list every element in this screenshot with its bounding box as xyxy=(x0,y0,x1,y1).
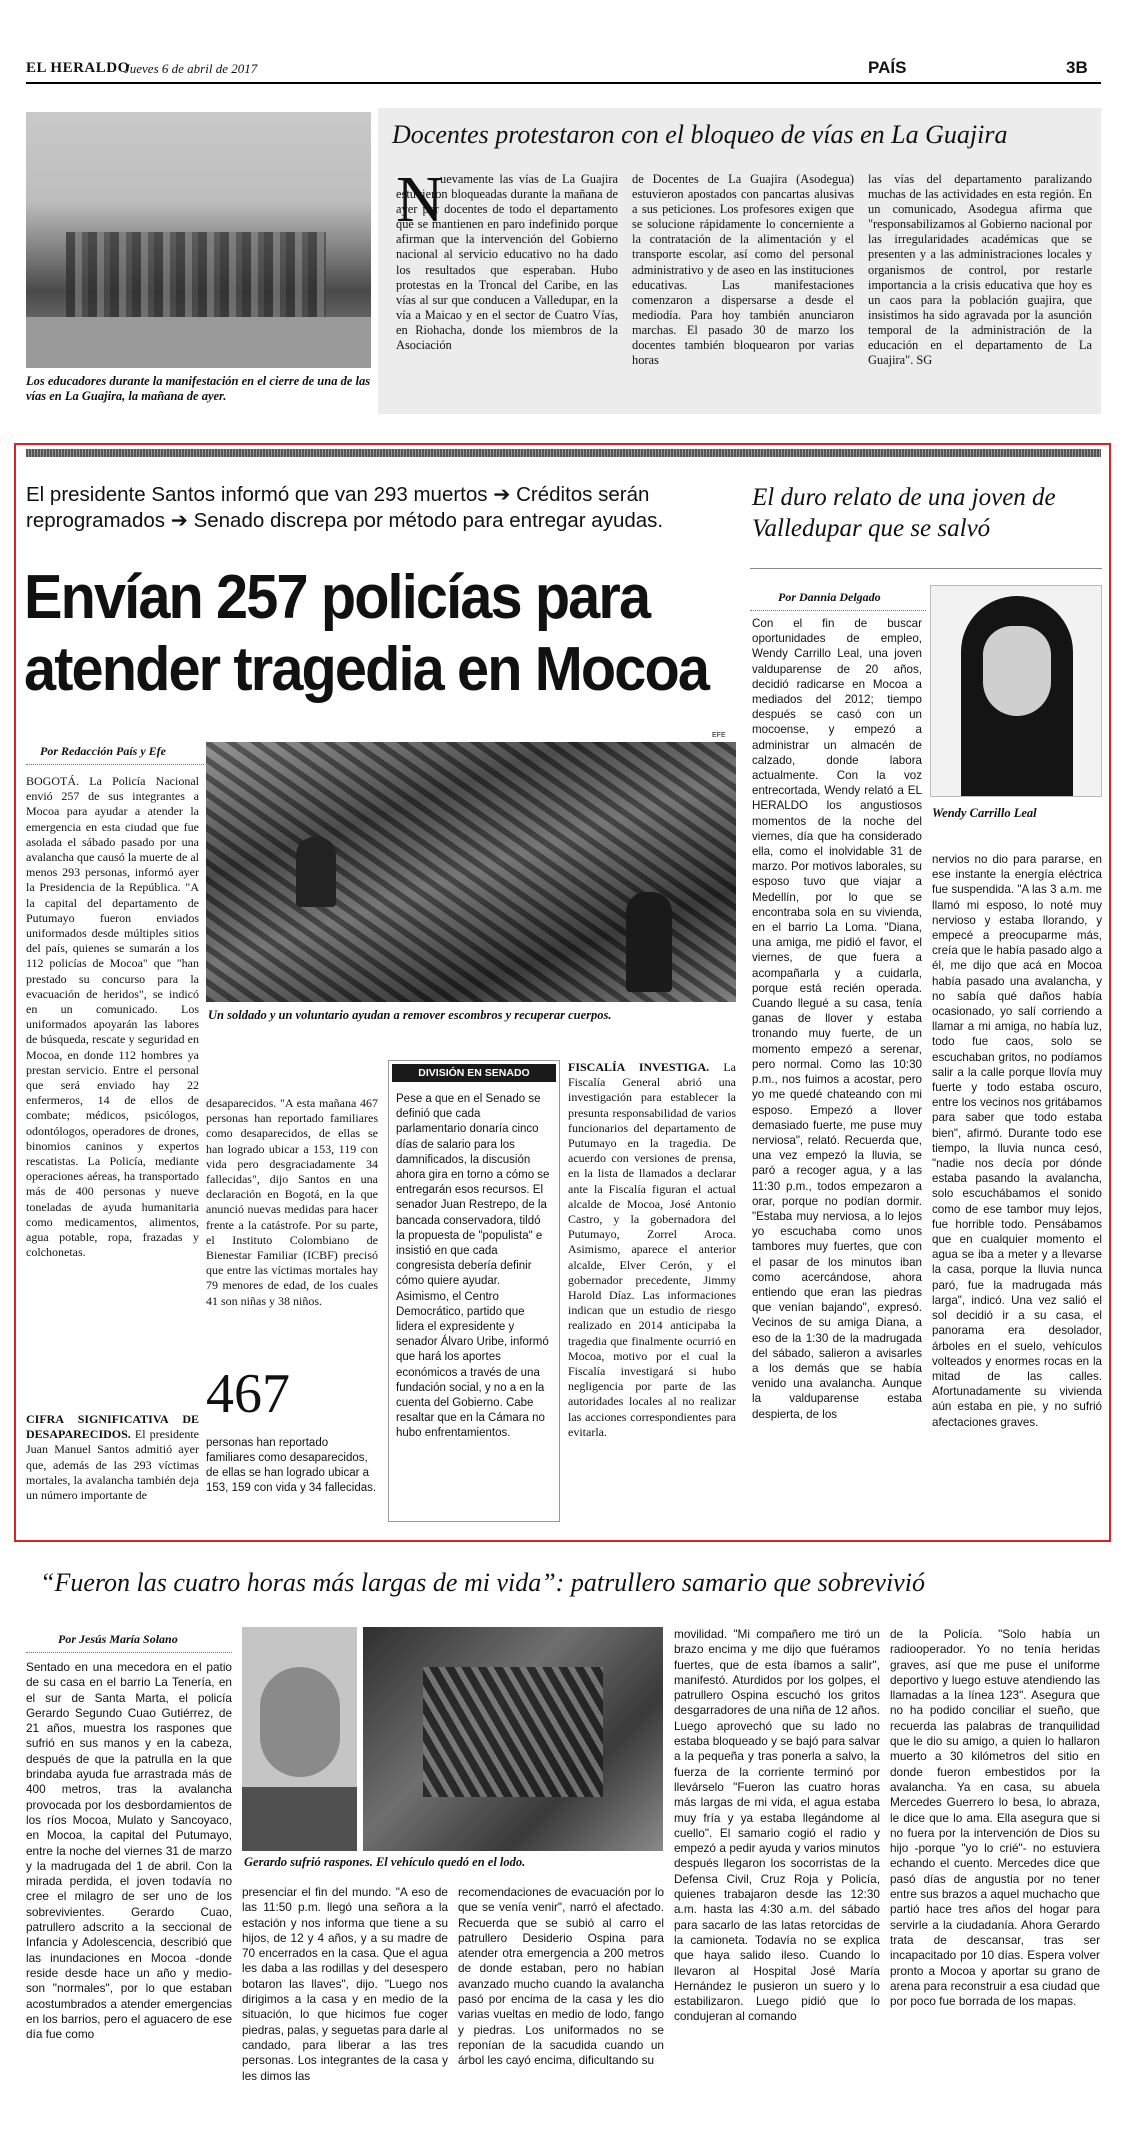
side-story-col2: nervios no dio para pararse, en ese instante la energía eléctrica fue suspendida. "A las 3 a.m. me llamó mi esposo, lo noté muy nervioso y estaba llorando, y empecé a preocuparme más, creía que le había pasado algo a él, me dijo que acá en Mocoa había pasado una avalancha, y no sabía qué daños había ocasionado, yo salí corriendo a llamar a mi amiga, no había luz, todo fue caos, solo se escuchaban gritos, no podíamos salir a la calle porque llovía muy fuerte y todo estaba oscuro, entre los vecinos nos gritábamos para saber que todo estaba bien", afirmó. Durante todo ese tiempo, la lluvia nunca cesó, "nadie nos decía por dónde estaba pasando la avalancha, solo escuchábamos el sonido como de ese tambor muy lejos, fue horrible todo. Pensábamos que en cualquier momento el agua se iba a meter y a llevarse la casa, porque la lluvia nunca paró, fue la madrugada más larga", indicó. Una vez salió el sol decidió ir a su casa, el panorama era desolador, árboles en el suelo, vehículos volteados y enormes rocas en la mitad de las calles. Afortunadamente su vivienda aún estaba en pie, y no sufrió afectaciones graves. xyxy=(932,853,1102,1429)
header-rule xyxy=(26,82,1101,84)
bottom-story-byline: Por Jesús María Solano xyxy=(58,1632,178,1646)
bottom-story-col2: presenciar el fin del mundo. "A eso de las 11:50 p.m. llegó una señora a la estación y nos informa que tiene a su hijos, de 12 y 4 años, y a su madre de 70 encerrados en la casa. Que el agua les daba a las rodillas y del desespero botaron las llaves", dijo. "Luego nos dirigimos a la casa y en medio de la situación, lo que hicimos fue coger piedras, palas, y seguetas para darle al candado, para liberar a las tres personas. Los integrantes de la casa y les dimos las xyxy=(242,1885,448,2083)
section-name: PAÍS xyxy=(868,58,907,77)
senado-box-title: DIVISIÓN EN SENADO xyxy=(392,1064,556,1082)
page-number: 3B xyxy=(1066,58,1088,77)
main-story-kicker: El presidente Santos informó que van 293 muertos ➔ Créditos serán reprogramados ➔ Senado discrepa por método para entregar ayudas. xyxy=(26,483,664,532)
side-story-col1: Con el fin de buscar oportunidades de empleo, Wendy Carrillo Leal, una joven valduparense de 20 años, decidió radicarse en Mocoa a mediados del 2012; tiempo después se casó con un mocoense, y empezó a administrar un almacén de calzado, donde labora actualmente. Con la voz entrecortada, Wendy relató a EL HERALDO los angustiosos momentos de la noche del viernes, día que ha considerado ella, como el inolvidable 31 de marzo. Por motivos laborales, su esposo tuvo que viajar a Medellín, por lo que se encontraba sola en su vivienda, en el barrio La Loma. "Diana, una amiga, me pidió el favor, el viernes, de que fuera a acompañarla y a cuidarla, porque está recién operada. Cuando llegué a su casa, tenía ganas de llover y estaba tronando muy fuerte, de un momento empezó a serenar, pero normal. Como las 10:30 p.m., nos fuimos a acostar, pero yo me quedé chateando con mi esposo. Empezó a llover demasiado fuerte, me puse muy nerviosa", relató. Recuerda que, una vez empezó la lluvia, se paró a recoger agua, y a las 11:30 p.m., todos empezaron a orar, porque no podían dormir. "Estaba muy nerviosa, a lo lejos yo escuchaba como unos tambores muy fuertes, que con el pasar de los minutos iban como acercándose, ahora entiendo que eran las piedras que venían bajando", expresó. Vecinos de su amiga Diana, a eso de la 1:30 de la madrugada del sábado, salieron a avisarles a los demás que se había venido una avalancha. Aunque la valduparense estaba despierta, de los xyxy=(752,617,922,1421)
page-header xyxy=(26,58,1101,80)
desaparecidos-subhead: CIFRA SIGNIFICATIVA DE DESAPARECIDOS. xyxy=(26,1412,199,1442)
gerardo-photo xyxy=(242,1627,357,1851)
vehicle-photo xyxy=(363,1627,663,1851)
main-story-col1-b: CIFRA SIGNIFICATIVA DE DESAPARECIDOS. El presidente Juan Manuel Santos admitió ayer que, además de las 293 víctimas mortales, la avalancha también deja un número importante de xyxy=(26,1412,199,1503)
bottom-story-col1: Sentado en una mecedora en el patio de su casa en el barrio La Tenería, en el sur de Santa Marta, el policía Gerardo Segundo Cuao Gutiérrez, de 21 años, muestra los raspones que sufrió en sus manos y en la cabeza, después de que la patrulla en la que brindaba ayuda fue arrastrada más de 400 metros, tras la avalancha provocada por los desbordamientos de los ríos Mocoa, Mulato y Sancoyaco, en Mocoa, la capital del Putumayo, entre la noche del viernes 31 de marzo y la madrugada del 1 de abril. Con la mirada perdida, el joven todavía no cree el milagro de ser uno de los sobrevivientes. Gerardo Cuao, patrullero adscrito a la seccional de Infancia y Adolescencia, describió que las inundaciones en Mocoa -donde reside desde hace un año y medio- son "normales", por lo que estaban acostumbrados a atender emergencias en los barrios, pero el aguacero de ese día fue como xyxy=(26,1660,232,2042)
top-story-title: Docentes protestaron con el bloqueo de vías en La Guajira xyxy=(392,120,1008,149)
main-story-col1: BOGOTÁ. La Policía Nacional envió 257 de sus integrantes a Mocoa para ayudar a atender la emergencia en esta ciudad que fue asolada el sábado pasado por una avalancha que causó la muerte de al menos 293 personas, informó ayer la Presidencia de la República. "A la capital del departamento de Putumayo fueron enviados uniformados desde múltiples sitios del país, quienes se sumarán a los 112 policías de Mocoa" que "han prestado su concurso para la evacuación de heridos", se indicó en un comunicado. Los uniformados apoyarán las labores de búsqueda, rescate y seguridad en Mocoa, en donde 112 hombres ya prestan servicio. Entre el personal que será enviado hay 22 enfermeros, 14 de ellos de combate; médicos, psicólogos, odontólogos, operadores de drones, binomios caninos y expertos rescatistas. La Policía, mediante operaciones aéreas, ha transportado más de 400 personas y nueve toneladas de ayuda humanitaria como medicamentos, alimentos, agua potable, ropa, frazadas y colchonetas. xyxy=(26,774,199,1260)
wendy-photo xyxy=(930,585,1102,797)
paper-name: EL HERALDO xyxy=(26,60,130,76)
stat-text: personas han reportado familiares como desaparecidos, de ellas se han logrado ubicar a 153, 159 con vida y 34 fallecidas. xyxy=(206,1437,377,1494)
bottom-photo-caption: Gerardo sufrió raspones. El vehículo quedó en el lodo. xyxy=(244,1855,526,1869)
main-photo-caption: Un soldado y un voluntario ayudan a remover escombros y recuperar cuerpos. xyxy=(208,1008,612,1022)
top-story-col3: las vías del departamento paralizando muchas de las actividades en esta región. En un comunicado, Asodegua afirma que "responsabilizamos al Gobierno nacional por las irregularidades académicas que se presenten y a las administraciones locales y organismos de control, por restarle importancia a la crisis educativa que hoy es un caos para la población guajira, que insistimos ha sido agravada por la asunción temporal de la administración de la educación en el departamento de La Guajira". SG xyxy=(868,172,1092,368)
top-story-caption: Los educadores durante la manifestación en el cierre de una de las vías en La Guajira, la mañana de ayer. xyxy=(26,374,371,403)
top-story-col1: uevamente las vías de La Guajira estuvieron bloqueadas durante la mañana de ayer por docentes de todo el departamento que se mantienen en paro indefinido porque afirman que la intervención del Gobierno nacional al servicio educativo no ha dado los resultados que esperaban. Hubo protestas en la Troncal del Caribe, en las vías al sur que conducen a Valledupar, en la vía a Maicao y en el sector de Cuatro Vías, en Riohacha, donde los miembros de la Asociación xyxy=(396,172,618,353)
side-story-byline: Por Dannia Delgado xyxy=(778,590,881,604)
senado-box-text: Pese a que en el Senado se definió que cada parlamentario donaría cinco días de salario para los damnificados, la discusión ahora gira en torno a cómo se entregarán esos recursos. El senador Juan Restrepo, de la bancada conservadora, tildó la propuesta de "populista" e insistió en que cada congresista debería definir cómo quiere ayudar. Asimismo, el Centro Democrático, partido que lidera el expresidente y senador Álvaro Uribe, informó que hará los aportes económicos a través de una fundación social, y no a en la cuenta del Gobierno. Cabe resaltar que en la Cámara no hubo enfrentamientos. xyxy=(396,1093,550,1440)
bottom-story-title: “Fueron las cuatro horas más largas de mi vida”: patrullero samario que sobrevivió xyxy=(40,1568,925,1597)
main-story-photo xyxy=(206,742,736,1002)
top-story-photo xyxy=(26,112,371,368)
main-story-byline: Por Redacción País y Efe xyxy=(40,744,166,758)
top-story-drop-cap: N xyxy=(396,163,444,236)
bottom-story-col3: recomendaciones de evacuación por lo que se venía venir", narró el afectado. Recuerda que se subió al carro el patrullero Desiderio Ospina para atender otra emergencia a 200 metros de donde estaban, pero no habían avanzado mucho cuando la avalancha pasó por encima de la casa y les dio varias vueltas en medio de lodo, fango y piedras. Los uniformados no se reponían de la sacudida cuando un árbol les cayó encima, dificultando su xyxy=(458,1885,664,2068)
issue-date: Jueves 6 de abril de 2017 xyxy=(124,61,258,76)
side-story-title: El duro relato de una joven de Valledupar que se salvó xyxy=(752,484,1056,542)
main-story-headline: Envían 257 policías para atender tragedia en Mocoa xyxy=(24,563,709,704)
top-story-col2: de Docentes de La Guajira (Asodegua) estuvieron apostados con pancartas alusivas a sus peticiones. Los profesores exigen que se solucione rápidamente lo concerniente a la contratación de la alimentación y el transporte escolar, así como del personal administrativo y de aseo en las instituciones educativas. Las manifestaciones comenzaron a dispersarse a desde el mediodía. Para hoy también anunciaron marchas. El pasado 30 de marzo los docentes también bloquearon por varias horas xyxy=(632,172,854,368)
wendy-caption: Wendy Carrillo Leal xyxy=(932,806,1037,820)
bottom-story-col4: movilidad. "Mi compañero me tiró un brazo encima y me dijo que fuéramos fuertes, que de esta íbamos a salir", manifestó. Aturdidos por los golpes, el patrullero Ospina escuchó los gritos desgarradores de una niña de 12 años. Luego aprovechó que su lado no estaba bloqueado y se bajó para salvar a la pequeña y tras ponerla a salvo, la fuerza de la corriente terminó por llevárselo "Fueron las cuatro horas más largas de mi vida, el agua estaba muy fría y ya estaba llegándome al cuello". El samario cogió el radio y empezó a pedir ayuda y varios minutos después llegaron los socorristas de la Defensa Civil, Cruz Roja y Policía, quienes trabajaron desde las 12:30 a.m. hasta las 4:30 a.m. del sábado para sacarlo de las latas retorcidas de la camioneta. Todavía no se explica que haya salido ileso. Cuando lo llevaron al Hospital José María Hernández le pusieron un suero y lo estabilizaron. Luego pidió que lo condujeran al comando xyxy=(674,1627,880,2024)
main-story-rule xyxy=(26,449,1101,457)
main-photo-credit: EFE xyxy=(712,732,726,739)
bottom-story-col5: de la Policía. "Solo había un radiooperador. Yo no tenía heridas graves, así que me puse el uniforme deportivo y luego estuve atendiendo las llamadas a la línea 123". Asegura que no ha podido conciliar el sueño, que recuerda las palabras de tranquilidad que le dio su amigo, a quien lo hallaron muerto a 30 kilómetros del sitio en donde fueron embestidos por la avalancha. Ya en casa, su abuela Mercedes Guerrero lo besa, lo abraza, le dice que lo ama. Ella asegura que si no fuera por la intervención de Dios su hijo -porque "yo lo crié"- no estuviera echando el cuento. Mercedes dice que pasó días de angustia por no tener entre sus brazos a aquel muchacho que partió hace tres años del hogar para servirle a la ciudadanía. Ahora Gerardo trata de descansar, tras ser incapacitado por 10 días. Espera volver pronto a Mocoa y aportar su grano de arena para reconstruir a esa ciudad que por poco fue borrada de los mapas. xyxy=(890,1627,1100,2009)
fiscalia-subhead: FISCALÍA INVESTIGA. xyxy=(568,1060,710,1074)
main-story-col2: desaparecidos. "A esta mañana 467 personas han reportado familiares como desaparecidos, de ellas se han logrado ubicar a 153, 119 con vida pero desgraciadamente 34 fallecidas", dijo Santos en una declaración en Bogotá, en la que anunció nuevas medidas para hacer frente a la catástrofe. Por su parte, el Instituto Colombiano de Bienestar Familiar (ICBF) precisó que entre las víctimas mortales hay 79 menores de edad, de los cuales 41 son niñas y 38 niños. xyxy=(206,1096,378,1308)
stat-number: 467 xyxy=(206,1363,290,1425)
main-story-col4: FISCALÍA INVESTIGA. La Fiscalía General abrió una investigación para establecer la presunta responsabilidad de varios funcionarios del departamento de Putumayo en la tragedia. De acuerdo con versiones de prensa, en la lista de llamados a declarar ante la Fiscalía figuran el actual alcalde de Mocoa, José Antonio Castro, y la gobernadora del Putumayo, Zorrel Aroca. Asimismo, aparece el anterior alcalde, Elver Cerón, y el gobernador precedente, Jimmy Harold Díaz. Las informaciones indican que un estudio de riesgo realizado en 2014 anticipaba la tragedia que finalmente ocurrió en Mocoa, motivo por el cual la Fiscalía investigará si hubo negligencia por parte de las autoridades locales al no realizar las acciones correspondientes para evitarla. xyxy=(568,1060,736,1439)
